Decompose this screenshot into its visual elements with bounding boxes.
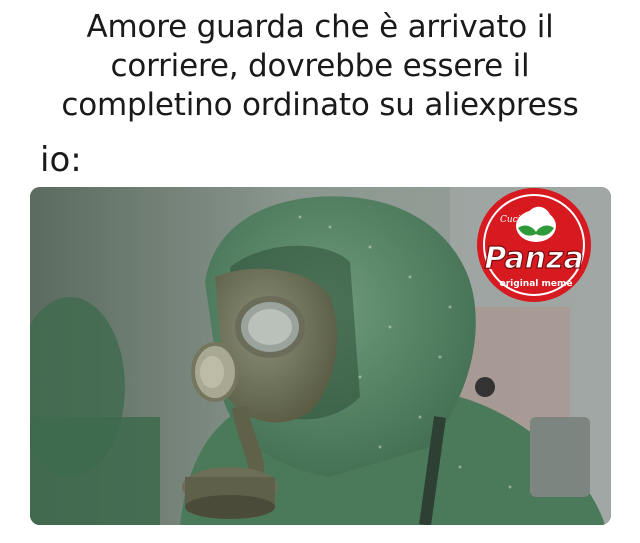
meme-caption	[0, 8, 640, 125]
caption-line-3: completino ordinato su aliexpress	[61, 87, 579, 123]
caption-line-2: corriere, dovrebbe essere il	[110, 48, 530, 84]
caption-line-1: Amore guarda che è arrivato il	[86, 9, 554, 45]
logo-script-text: Cucina de	[500, 215, 546, 225]
reply-label: io:	[40, 140, 82, 180]
logo-tagline-text: original meme	[499, 279, 573, 289]
logo-brand-text: Panza	[484, 241, 584, 276]
panza-logo	[470, 186, 598, 304]
